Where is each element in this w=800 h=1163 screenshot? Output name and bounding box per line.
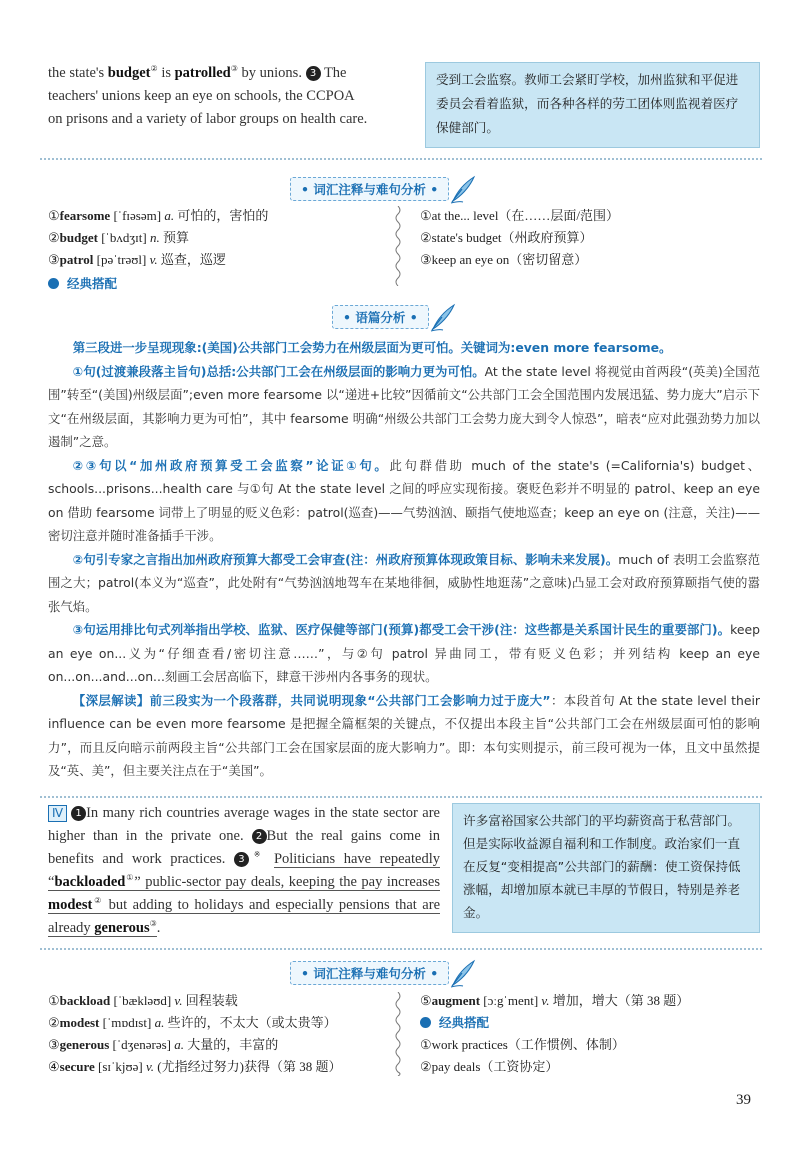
vocab-banner-2 — [290, 958, 477, 988]
collocation-item: ①work practices（工作惯例、体制） — [420, 1037, 625, 1052]
translation-box-4: 许多富裕国家公共部门的平均薪资高于私营部门。但是实际收益源自福利和工作制度。政治家们一直在反复“变相提高”公共部门的薪酬：使工资保持低涨幅，却增加原本就已丰厚的节假日，特别是养老金。 — [452, 803, 760, 933]
zigzag-divider-icon — [393, 992, 403, 1076]
top-passage-line1: the state's budget② is patrolled③ by unions. 3 The — [48, 64, 347, 81]
collocation-header: 经典搭配 — [48, 273, 378, 295]
divider-3 — [40, 948, 762, 950]
vocab-banner-1 — [290, 174, 477, 204]
top-translation-box: 受到工会监察。教师工会紧盯学校，加州监狱和平促进委员会看着监狱，而各种各样的劳工团体则监视着医疗保健部门。 — [425, 62, 760, 148]
vocab-item: ③patrol [pəˈtrəʊl] v. 巡查，巡逻 — [48, 252, 226, 267]
vocab-item: ②budget [ˈbʌdʒɪt] n. 预算 — [48, 230, 189, 245]
paragraph-number-4: Ⅳ — [48, 805, 67, 822]
passage-4: Ⅳ 1 In many rich countries average wages in the state sector are higher than in the private one. 2 But the real gains come in benefits and work practices. 3 ※ Politicians have repeatedly “backloaded①” public-sector pay deals, keeping the pay increases modest② but adding to holidays and especially pensions that are already generous③. — [48, 805, 441, 936]
top-passage-line2: teachers' unions keep an eye on schools, the CCPOA — [48, 88, 355, 104]
vocab-item: ②modest [ˈmɒdɪst] a. 些许的，不太大（或太贵等） — [48, 1015, 337, 1030]
vocab-list-1 — [48, 205, 378, 295]
vocab-item: ③generous [ˈdʒenərəs] a. 大量的，丰富的 — [48, 1037, 279, 1052]
vocab-list-2 — [48, 990, 388, 1078]
analysis-para-4: ②句引专家之言指出加州政府预算大都受工会审查(注：州政府预算体现政策目标、影响未来发展)。much of 表明工会监察范围之大；patrol(本义为“巡查”，此处附有“气势汹汹地驾车在某地徘徊，威胁性地逛荡”之意味)凸显工会对政府预算颐指气使的嚣张气焰。 — [48, 551, 760, 614]
sentence-marker-2: 2 — [252, 829, 267, 844]
collocation-item: ③keep an eye on（密切留意） — [420, 252, 588, 267]
vocab-item: ⑤augment [ɔːgˈment] v. 增加，增大（第 38 题） — [420, 993, 690, 1008]
word-patrolled: patrolled — [174, 65, 231, 81]
top-passage — [48, 62, 418, 131]
analysis-section — [48, 336, 760, 783]
collocation-item: ②pay deals（工资协定） — [420, 1059, 559, 1074]
divider-1 — [40, 158, 762, 160]
analysis-banner — [332, 302, 457, 332]
collocation-header: 经典搭配 — [420, 1012, 760, 1034]
analysis-para-6: 【深层解读】前三段实为一个段落群，共同说明现象“公共部门工会影响力过于庞大”：本段首句 At the state level their influence can be even more fearsome 是把握全篇框架的关键点，不仅提出本段主旨“公共部门工会在州级层面可怕的影响力”，而且反向暗示前两段主旨“公共部门工会在国家层面的庞大影响力”。即：本句实则提示，前三段可视为一体，且文中虽然提及“英、美”，但主要关注点在于“美国”。 — [48, 692, 760, 778]
sentence-marker-3: 3 — [306, 66, 321, 81]
sentence-marker-1: 1 — [71, 806, 86, 821]
vocab-item: ④secure [sɪˈkjʊə] v. (尤指经过努力)获得（第 38 题） — [48, 1059, 342, 1074]
divider-2 — [40, 796, 762, 798]
vocab-item: ①backload [ˈbækləʊd] v. 回程装载 — [48, 993, 238, 1008]
word-budget: budget — [107, 65, 151, 81]
top-passage-line3: on prisons and a variety of labor groups on health care. — [48, 111, 368, 127]
analysis-para-3: ②③句以“加州政府预算受工会监察”论证①句。此句群借助 much of the state's (=California's) budget、schools...prisons...health care 与①句 At the state level 之间的呼应实现衔接。褒贬色彩并不明显的 patrol、keep an eye on 借助 fearsome 词带上了明显的贬义色彩：patrol(巡查)——气势汹汹、颐指气使地巡查；keep an eye on (注意，关注)——密切注意并随时准备插手干涉。 — [48, 457, 760, 543]
collocation-item: ①at the... level（在……层面/范围） — [420, 208, 620, 223]
page-number: 39 — [736, 1092, 751, 1108]
quill-icon — [449, 174, 477, 204]
vocab-item: ①fearsome [ˈfɪəsəm] a. 可怕的，害怕的 — [48, 208, 269, 223]
vocab-banner-1-label: • 词汇注释与难句分析 • — [290, 177, 449, 201]
analysis-banner-label: • 语篇分析 • — [332, 305, 429, 329]
bullet-dot-icon — [420, 1017, 431, 1028]
quill-icon — [429, 302, 457, 332]
vocab-list-2-right — [420, 990, 760, 1078]
zigzag-divider-icon — [393, 206, 403, 286]
collocation-item: ②state's budget（州政府预算） — [420, 230, 593, 245]
analysis-para-5: ③句运用排比句式列举指出学校、监狱、医疗保健等部门(预算)都受工会干涉(注：这些都是关系国计民生的重要部门)。keep an eye on...义为“仔细查看/密切注意……”，与②句 patrol 异曲同工，带有贬义色彩；并列结构 keep an eye on...on...and...on...刻画工会居高临下，肆意干涉州内各事务的现状。 — [48, 622, 760, 684]
bullet-dot-icon — [48, 278, 59, 289]
collocation-list-1 — [420, 205, 760, 271]
sentence-marker-3: 3 — [234, 852, 249, 867]
quill-icon — [449, 958, 477, 988]
difficult-sentence: Politicians have repeatedly “backloaded①” public-sector pay deals, keeping the pay increases modest② but adding to holidays and especially pensions that are already generous③ — [48, 851, 441, 936]
analysis-para-1: 第三段进一步呈现现象:(美国)公共部门工会势力在州级层面为更可怕。关键词为:even more fearsome。 — [72, 340, 672, 355]
analysis-para-2: ①句(过渡兼段落主旨句)总括:公共部门工会在州级层面的影响力更为可怕。At the state level 将视觉由首两段“(英美)全国范围”转至“(美国)州级层面”;even more fearsome 以“递进+比较”因循前文“公共部门工会全国范围内发展迅猛、势力庞大”启示下文“在州级层面，其影响力更为可怕”，其中 fearsome 明确“州级公共部门工会势力庞大到令人惊恐”，暗表“应对此强劲势力加以遏制”之意。 — [48, 363, 760, 449]
vocab-banner-2-label: • 词汇注释与难句分析 • — [290, 961, 449, 985]
